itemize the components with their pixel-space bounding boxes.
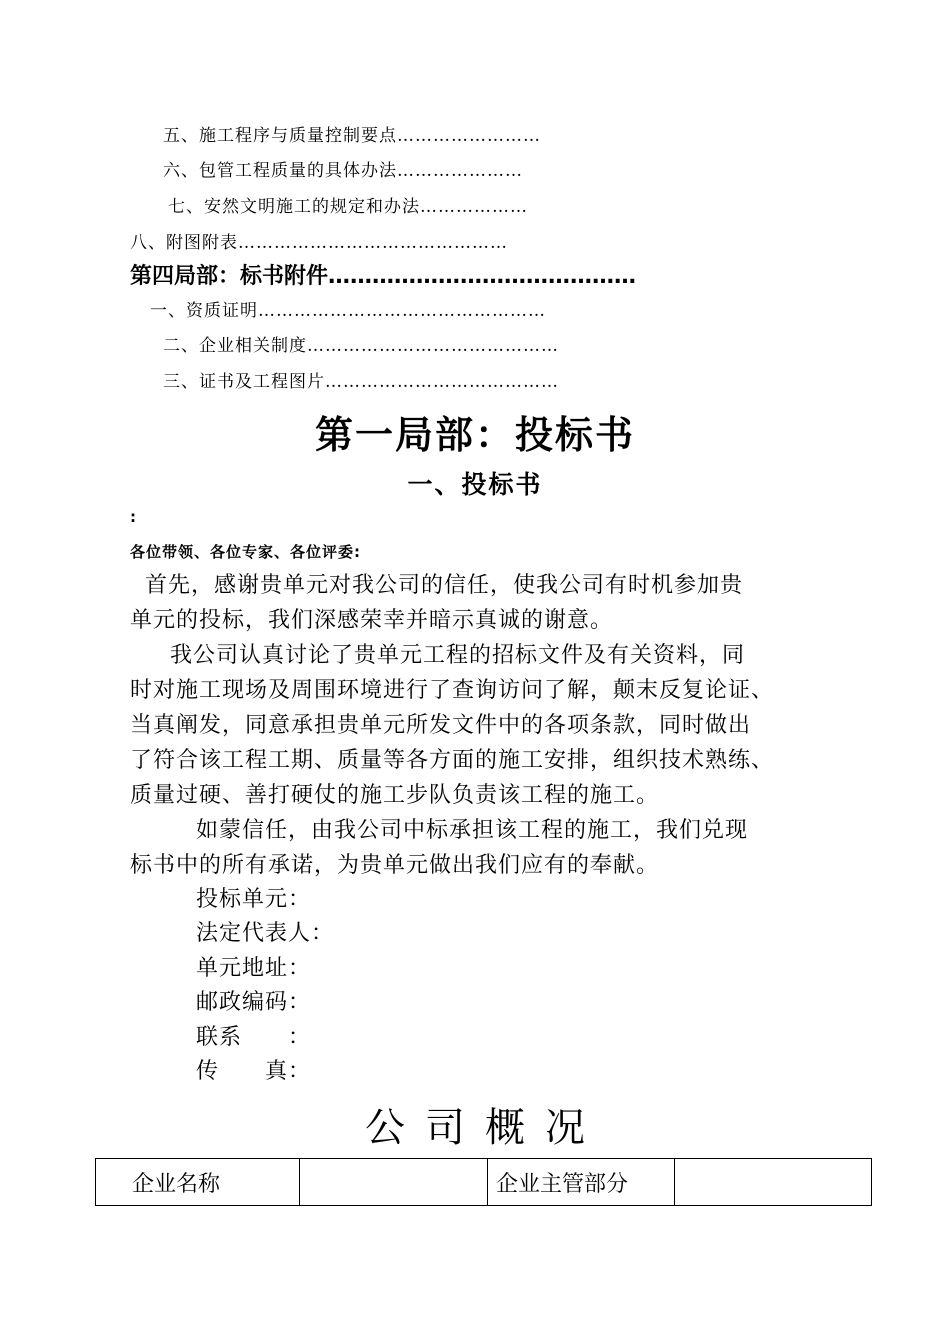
toc-part4-item-1: 一、资质证明………………………………………… xyxy=(150,301,546,321)
table-row xyxy=(96,1159,872,1206)
toc-part4-title: 第四局部：标书附件…………………………………… xyxy=(130,264,637,289)
paragraph-1-line-2: 单元的投标，我们深感荣幸并暗示真诚的谢意。 xyxy=(130,608,614,633)
field-contact: 联系 ： xyxy=(196,1025,312,1050)
field-fax: 传 真： xyxy=(196,1059,312,1084)
stray-colon: : xyxy=(130,508,137,526)
toc-part4-item-2: 二、企业相关制度…………………………………… xyxy=(163,336,559,356)
company-overview-table xyxy=(95,1158,872,1206)
cell-authority-label: 企业主管部分 xyxy=(488,1159,675,1206)
cell-company-name-value[interactable] xyxy=(300,1159,488,1206)
cell-authority-value[interactable] xyxy=(675,1159,872,1206)
toc-part4-item-3: 三、证书及工程图片………………………………… xyxy=(163,372,559,392)
paragraph-2-line-1: 我公司认真讨论了贵单元工程的招标文件及有关资料，同 xyxy=(170,643,746,668)
section-subtitle: 一、投标书 xyxy=(407,470,543,499)
field-address: 单元地址： xyxy=(196,956,312,981)
paragraph-3-line-1: 如蒙信任，由我公司中标承担该工程的施工，我们兑现 xyxy=(196,818,749,843)
toc-item-7: 七、安然文明施工的规定和办法……………… xyxy=(168,197,528,217)
field-postcode: 邮政编码： xyxy=(196,990,312,1015)
paragraph-2-line-2: 时对施工现场及周围环境进行了查询访问了解，颠末反复论证、 xyxy=(130,678,775,703)
toc-item-5: 五、施工程序与质量控制要点…………………… xyxy=(163,126,541,146)
paragraph-2-line-5: 质量过硬、善打硬仗的施工步队负责该工程的施工。 xyxy=(130,783,660,808)
section-title: 第一局部：投标书 xyxy=(314,413,635,457)
field-legal-rep: 法定代表人： xyxy=(196,921,335,946)
toc-item-6: 六、包管工程质量的具体办法………………… xyxy=(163,161,523,181)
paragraph-3-line-2: 标书中的所有承诺，为贵单元做出我们应有的奉献。 xyxy=(130,853,660,878)
paragraph-2-line-4: 了符合该工程工期、质量等各方面的施工安排，组织技术熟练、 xyxy=(130,748,775,773)
salutation: 各位带领、各位专家、各位评委: xyxy=(130,543,362,561)
field-bidder: 投标单元： xyxy=(196,887,312,912)
cell-company-name-label: 企业名称 xyxy=(96,1159,300,1206)
paragraph-2-line-3: 当真阐发，同意承担贵单元所发文件中的各项条款，同时做出 xyxy=(130,713,752,738)
toc-item-8: 八、附图附表……………………………………… xyxy=(130,233,508,253)
company-overview-title: 公司概况 xyxy=(365,1105,605,1151)
paragraph-1-line-1: 首先，感谢贵单元对我公司的信任，使我公司有时机参加贵 xyxy=(145,573,744,598)
